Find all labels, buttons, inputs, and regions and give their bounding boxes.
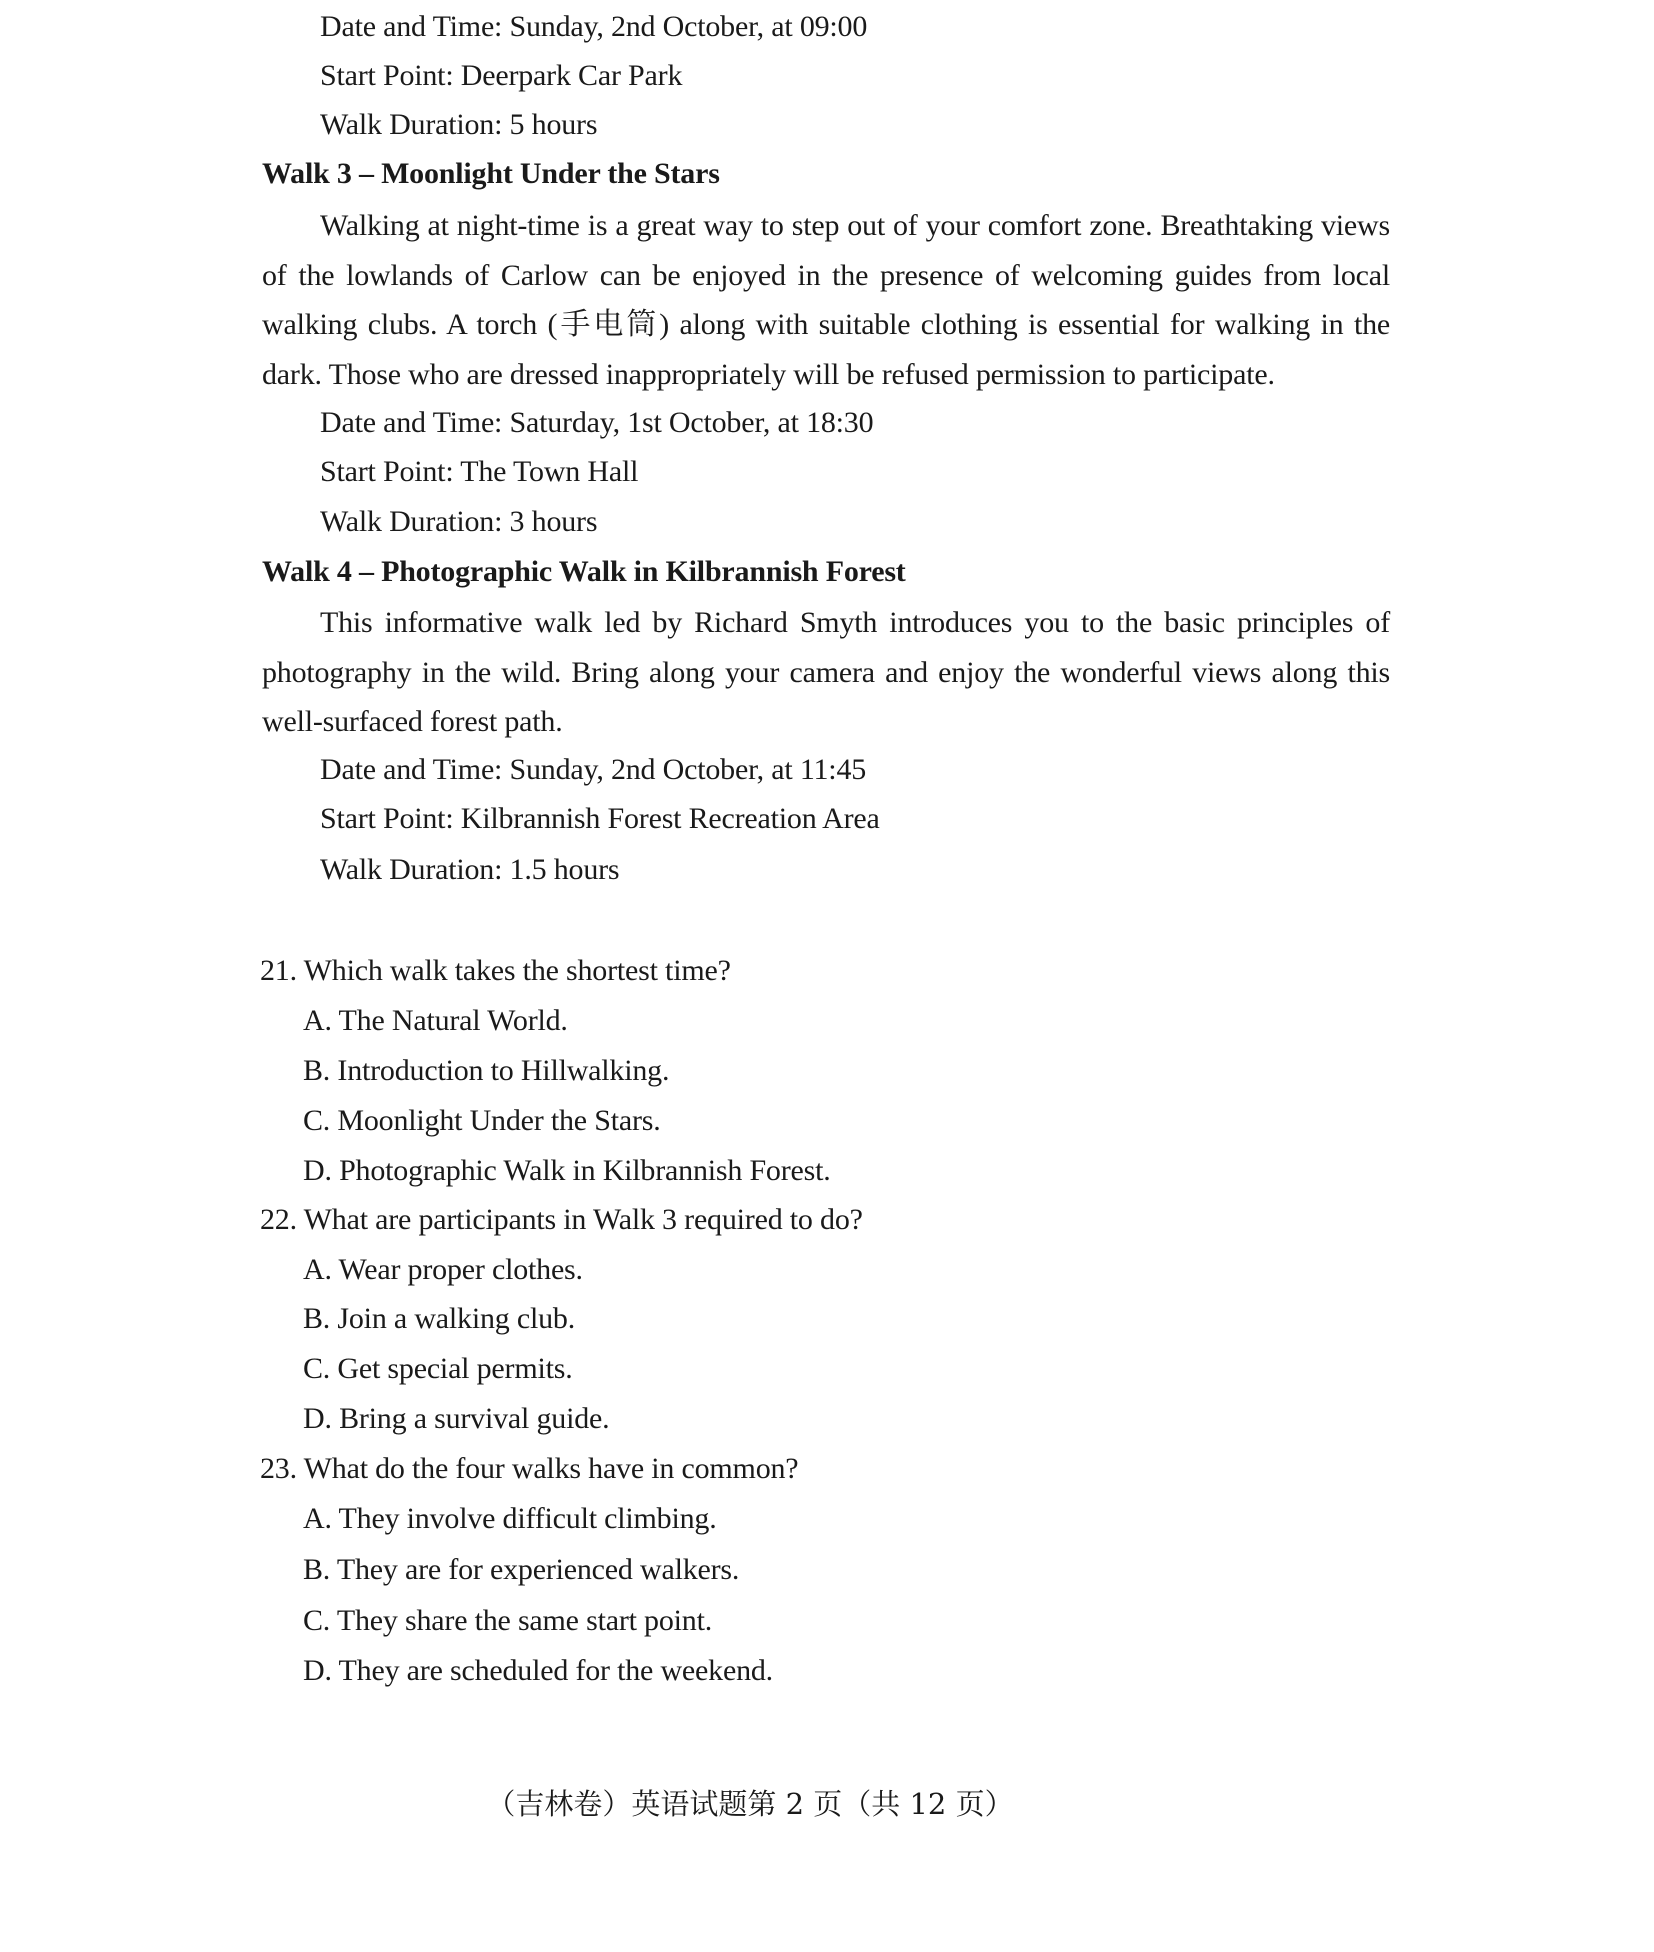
walk4-description: This informative walk led by Richard Smyth introduces you to the basic principles of photography in the wild. Bring along your camera and enjoy the wonderful views along this well-surfaced forest path. bbox=[262, 606, 1390, 739]
walk3-description: Walking at night-time is a great way to step out of your comfort zone. Breathtaking views of the lowlands of Carlow can be enjoyed in the presence of welcoming guides from local walking clubs. A torch (手电筒) along with suitable clothing is essential for walking in the dark. Those who are dressed inappropriately will be refused permission to participate. bbox=[262, 209, 1390, 391]
question-22-option-d: D. Bring a survival guide. bbox=[303, 1402, 610, 1435]
question-23-option-c: C. They share the same start point. bbox=[303, 1604, 713, 1637]
walk3-date-time: Date and Time: Saturday, 1st October, at 18:30 bbox=[320, 406, 874, 439]
question-21-option-b: B. Introduction to Hillwalking. bbox=[303, 1054, 670, 1087]
question-21-option-d: D. Photographic Walk in Kilbrannish Forest. bbox=[303, 1154, 831, 1187]
page-footer: （吉林卷）英语试题第 2 页（共 12 页） bbox=[486, 1787, 1014, 1821]
question-21-option-a: A. The Natural World. bbox=[303, 1004, 568, 1037]
walk3-duration: Walk Duration: 3 hours bbox=[320, 505, 598, 538]
walk4-duration: Walk Duration: 1.5 hours bbox=[320, 853, 620, 886]
question-23-option-a: A. They involve difficult climbing. bbox=[303, 1502, 717, 1535]
walk2-duration: Walk Duration: 5 hours bbox=[320, 108, 598, 141]
question-21-option-c: C. Moonlight Under the Stars. bbox=[303, 1104, 661, 1137]
question-22-option-c: C. Get special permits. bbox=[303, 1352, 573, 1385]
question-23-option-b: B. They are for experienced walkers. bbox=[303, 1553, 740, 1586]
question-22-option-a: A. Wear proper clothes. bbox=[303, 1253, 583, 1286]
walk4-title: Walk 4 – Photographic Walk in Kilbrannish Forest bbox=[262, 555, 906, 588]
question-23-option-d: D. They are scheduled for the weekend. bbox=[303, 1654, 773, 1687]
question-23-stem: 23. What do the four walks have in common? bbox=[260, 1452, 799, 1485]
walk4-date-time: Date and Time: Sunday, 2nd October, at 11:45 bbox=[320, 753, 867, 786]
question-21-stem: 21. Which walk takes the shortest time? bbox=[260, 954, 731, 987]
walk3-title: Walk 3 – Moonlight Under the Stars bbox=[262, 157, 720, 190]
walk2-date-time: Date and Time: Sunday, 2nd October, at 09:00 bbox=[320, 10, 868, 43]
walk4-start-point: Start Point: Kilbrannish Forest Recreation Area bbox=[320, 802, 880, 835]
walk3-start-point: Start Point: The Town Hall bbox=[320, 455, 639, 488]
question-22-stem: 22. What are participants in Walk 3 required to do? bbox=[260, 1203, 863, 1236]
question-22-option-b: B. Join a walking club. bbox=[303, 1302, 576, 1335]
walk2-start-point: Start Point: Deerpark Car Park bbox=[320, 59, 683, 92]
